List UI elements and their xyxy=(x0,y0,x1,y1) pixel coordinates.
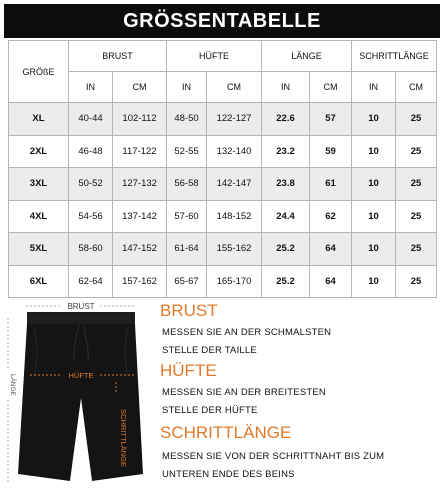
table-cell: 155-162 xyxy=(207,233,262,266)
table-cell: 59 xyxy=(310,135,352,168)
group-header-huefte: HÜFTE xyxy=(167,41,262,72)
unit-header: IN xyxy=(167,72,207,103)
huefte-line-2: STELLE DER HÜFTE xyxy=(162,405,258,416)
table-cell: 25 xyxy=(396,168,437,201)
size-cell: 3XL xyxy=(9,168,69,201)
laenge-diagram-label: LÄNGE xyxy=(9,373,16,397)
unit-header: CM xyxy=(396,72,437,103)
unit-header: CM xyxy=(207,72,262,103)
unit-header: IN xyxy=(352,72,396,103)
table-cell: 64 xyxy=(310,265,352,298)
size-cell: 6XL xyxy=(9,265,69,298)
group-header-schrittlaenge: SCHRITTLÄNGE xyxy=(352,41,437,72)
table-cell: 22.6 xyxy=(262,103,310,136)
table-cell: 57-60 xyxy=(167,200,207,233)
brust-diagram-label: BRUST xyxy=(67,302,95,311)
table-row xyxy=(9,233,437,266)
table-cell: 50-52 xyxy=(69,168,113,201)
table-cell: 10 xyxy=(352,103,396,136)
schritt-line-2: UNTEREN ENDE DES BEINS xyxy=(162,469,295,480)
table-cell: 56-58 xyxy=(167,168,207,201)
table-cell: 148-152 xyxy=(207,200,262,233)
brust-title: BRUST xyxy=(160,301,218,320)
size-cell: 4XL xyxy=(9,200,69,233)
table-cell: 25 xyxy=(396,265,437,298)
group-header-brust: BRUST xyxy=(69,41,167,72)
table-cell: 127-132 xyxy=(113,168,167,201)
brust-line-1: MESSEN SIE AN DER SCHMALSTEN xyxy=(162,327,332,338)
table-cell: 48-50 xyxy=(167,103,207,136)
table-cell: 54-56 xyxy=(69,200,113,233)
table-cell: 57 xyxy=(310,103,352,136)
huefte-line-1: MESSEN SIE AN DER BREITESTEN xyxy=(162,387,326,398)
table-cell: 10 xyxy=(352,135,396,168)
table-row xyxy=(9,200,437,233)
table-cell: 117-122 xyxy=(113,135,167,168)
unit-header: CM xyxy=(310,72,352,103)
table-cell: 132-140 xyxy=(207,135,262,168)
schritt-line-1: MESSEN SIE VON DER SCHRITTNAHT BIS ZUM xyxy=(162,451,385,462)
table-cell: 157-162 xyxy=(113,265,167,298)
size-table xyxy=(8,40,437,298)
table-cell: 23.2 xyxy=(262,135,310,168)
table-cell: 137-142 xyxy=(113,200,167,233)
table-cell: 25 xyxy=(396,233,437,266)
table-cell: 46-48 xyxy=(69,135,113,168)
table-cell: 25.2 xyxy=(262,265,310,298)
table-row xyxy=(9,265,437,298)
table-cell: 10 xyxy=(352,265,396,298)
table-cell: 65-67 xyxy=(167,265,207,298)
table-cell: 25.2 xyxy=(262,233,310,266)
page-title: GRÖSSENTABELLE xyxy=(4,4,440,38)
unit-header: CM xyxy=(113,72,167,103)
table-cell: 58-60 xyxy=(69,233,113,266)
table-cell: 25 xyxy=(396,200,437,233)
table-cell: 10 xyxy=(352,168,396,201)
table-row xyxy=(9,103,437,136)
table-cell: 147-152 xyxy=(113,233,167,266)
table-cell: 61-64 xyxy=(167,233,207,266)
schritt-title: SCHRITTLÄNGE xyxy=(160,423,292,442)
size-cell: XL xyxy=(9,103,69,136)
group-header-laenge: LÄNGE xyxy=(262,41,352,72)
huefte-title: HÜFTE xyxy=(160,361,217,380)
table-cell: 142-147 xyxy=(207,168,262,201)
table-cell: 23.8 xyxy=(262,168,310,201)
table-cell: 10 xyxy=(352,233,396,266)
table-cell: 10 xyxy=(352,200,396,233)
shorts-diagram xyxy=(0,298,160,488)
table-cell: 24.4 xyxy=(262,200,310,233)
table-cell: 52-55 xyxy=(167,135,207,168)
huefte-diagram-label: HÜFTE xyxy=(68,371,94,380)
table-cell: 62-64 xyxy=(69,265,113,298)
size-column-header: GRÖßE xyxy=(9,41,69,103)
table-row xyxy=(9,168,437,201)
unit-header: IN xyxy=(69,72,113,103)
table-cell: 40-44 xyxy=(69,103,113,136)
schritt-diagram-label: SCHRITTLÄNGE xyxy=(119,409,128,467)
table-cell: 102-112 xyxy=(113,103,167,136)
table-cell: 25 xyxy=(396,135,437,168)
unit-header: IN xyxy=(262,72,310,103)
table-cell: 25 xyxy=(396,103,437,136)
brust-line-2: STELLE DER TAILLE xyxy=(162,345,257,356)
size-cell: 2XL xyxy=(9,135,69,168)
table-cell: 62 xyxy=(310,200,352,233)
table-cell: 64 xyxy=(310,233,352,266)
size-cell: 5XL xyxy=(9,233,69,266)
table-cell: 122-127 xyxy=(207,103,262,136)
table-cell: 61 xyxy=(310,168,352,201)
table-cell: 165-170 xyxy=(207,265,262,298)
table-row xyxy=(9,135,437,168)
